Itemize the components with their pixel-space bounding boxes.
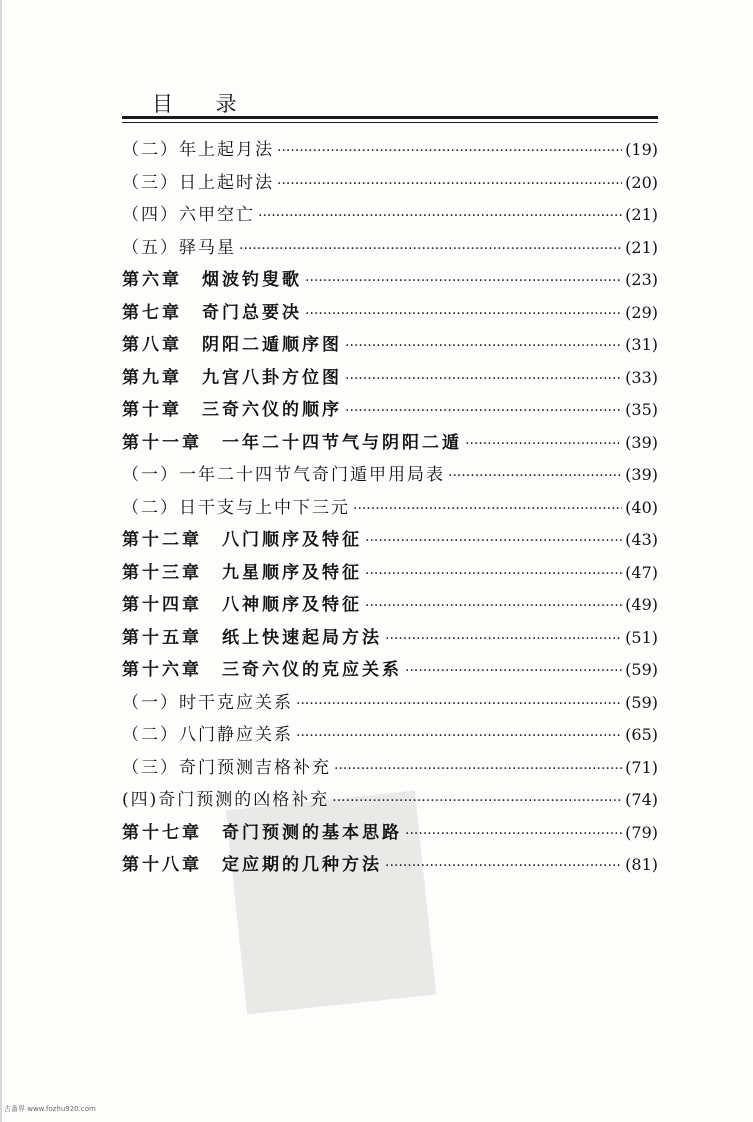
header-rule [122,116,658,119]
toc-entry-label: 第十三章 九星顺序及特征 [122,562,362,583]
toc-page-number: (29) [625,302,658,322]
toc-leader-dots [296,688,622,721]
toc-page-number: (59) [625,692,658,712]
toc-page-number: (40) [625,497,658,517]
table-of-contents [122,134,658,882]
toc-leader-dots [385,623,622,656]
toc-leader-dots [305,265,622,298]
toc-section-entry[interactable] [122,134,658,167]
toc-leader-dots [385,850,622,883]
toc-leader-dots [405,818,622,851]
toc-entry-label: 第十七章 奇门预测的基本思路 [122,822,402,843]
toc-leader-dots [345,363,622,396]
toc-leader-dots [277,135,622,168]
toc-entry-label: （二）日干支与上中下三元 [122,497,350,518]
toc-section-entry[interactable] [122,232,658,265]
toc-page-number: (20) [625,172,658,192]
toc-chapter-entry[interactable] [122,362,658,395]
toc-entry-label: （三）奇门预测吉格补充 [122,757,331,778]
toc-entry-label: 第七章 奇门总要决 [122,302,302,323]
toc-section-entry[interactable] [122,199,658,232]
toc-chapter-entry[interactable] [122,329,658,362]
toc-leader-dots [258,200,622,233]
toc-page-number: (51) [625,627,658,647]
toc-page-number: (43) [625,530,658,549]
toc-leader-dots [465,428,622,461]
toc-chapter-entry[interactable] [122,817,658,850]
toc-leader-dots [365,558,622,591]
toc-chapter-entry[interactable] [122,264,658,297]
toc-entry-label: （四）六甲空亡 [122,205,255,225]
toc-page-number: (31) [625,335,658,354]
page-title: 目 录 [152,92,255,116]
toc-chapter-entry[interactable] [122,589,658,622]
toc-page-number: (59) [625,660,658,679]
toc-entry-label: 第八章 阴阳二遁顺序图 [122,335,342,355]
toc-leader-dots [345,330,622,363]
toc-chapter-entry[interactable] [122,297,658,330]
toc-leader-dots [405,655,622,688]
toc-entry-label: (四)奇门预测的凶格补充 [122,790,330,810]
toc-entry-label: 第十六章 三奇六仪的克应关系 [122,660,402,680]
toc-entry-label: 第九章 九宫八卦方位图 [122,367,342,388]
toc-section-entry[interactable] [122,719,658,752]
toc-entry-label: （一）一年二十四节气奇门遁甲用局表 [122,465,445,485]
toc-page-number: (23) [625,270,658,289]
toc-page-number: (49) [625,595,658,614]
header-rule-thin [122,122,658,123]
toc-page-number: (33) [625,367,658,387]
toc-section-entry[interactable] [122,459,658,492]
page-edge-shadow [0,0,2,1122]
toc-page-number: (65) [625,725,658,744]
toc-leader-dots [365,525,622,558]
toc-leader-dots [448,460,622,493]
toc-page-number: (71) [625,757,658,777]
toc-chapter-entry[interactable] [122,654,658,687]
toc-leader-dots [334,753,622,786]
toc-page-number: (81) [625,855,658,874]
toc-page-number: (39) [625,432,658,452]
toc-page-number: (39) [625,465,658,484]
toc-leader-dots [353,493,622,526]
toc-page-number: (35) [625,400,658,419]
toc-leader-dots [365,590,622,623]
toc-leader-dots [332,785,622,818]
toc-page-number: (79) [625,822,658,842]
toc-chapter-entry[interactable] [122,524,658,557]
footer-source: 古番界 www.fozhu920.com [4,1105,96,1113]
toc-leader-dots [239,233,622,266]
toc-chapter-entry[interactable] [122,849,658,882]
toc-leader-dots [277,168,622,201]
toc-entry-label: （三）日上起时法 [122,172,274,193]
toc-section-entry[interactable] [122,687,658,720]
toc-entry-label: 第六章 烟波钓叟歌 [122,270,302,290]
toc-leader-dots [296,720,622,753]
toc-section-entry[interactable] [122,752,658,785]
toc-entry-label: 第十二章 八门顺序及特征 [122,530,362,550]
toc-entry-label: （一）时干克应关系 [122,692,293,713]
toc-section-entry[interactable] [122,784,658,817]
toc-page-number: (47) [625,562,658,582]
toc-entry-label: （二）八门静应关系 [122,725,293,745]
toc-entry-label: （二）年上起月法 [122,140,274,160]
toc-entry-label: 第十五章 纸上快速起局方法 [122,627,382,648]
toc-chapter-entry[interactable] [122,394,658,427]
toc-section-entry[interactable] [122,167,658,200]
toc-chapter-entry[interactable] [122,557,658,590]
toc-entry-label: 第十四章 八神顺序及特征 [122,595,362,615]
toc-page-number: (21) [625,237,658,257]
toc-entry-label: 第十八章 定应期的几种方法 [122,855,382,875]
toc-page-number: (21) [625,205,658,224]
toc-entry-label: 第十一章 一年二十四节气与阴阳二遁 [122,432,462,453]
toc-leader-dots [345,395,622,428]
toc-entry-label: 第十章 三奇六仪的顺序 [122,400,342,420]
toc-section-entry[interactable] [122,492,658,525]
toc-page-number: (19) [625,140,658,159]
toc-page-number: (74) [625,790,658,809]
toc-entry-label: （五）驿马星 [122,237,236,258]
toc-leader-dots [305,298,622,331]
toc-chapter-entry[interactable] [122,622,658,655]
toc-chapter-entry[interactable] [122,427,658,460]
